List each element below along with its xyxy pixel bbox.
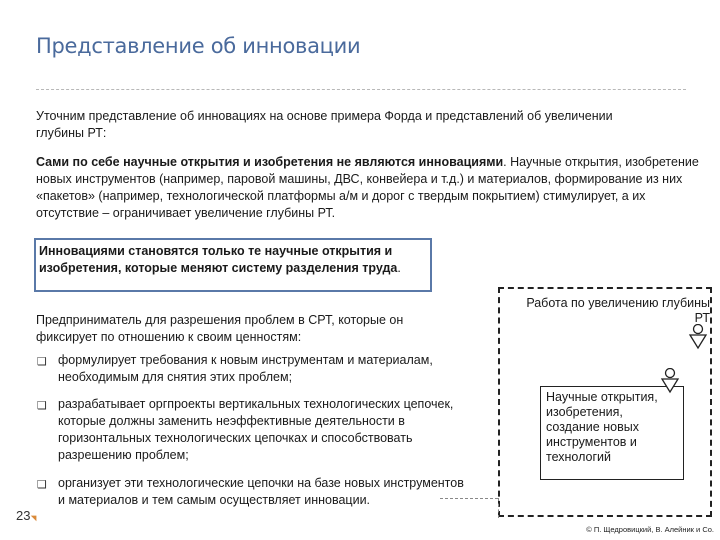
connector-line	[440, 498, 498, 499]
definition-callout	[34, 238, 432, 292]
list-item-text: разрабатывает оргпроекты вертикальных технологических цепочек, которые должны заменить неэффективные деятельности в горизонтальных технологических цепочках и способствовать разрешению проблем;	[58, 397, 454, 462]
definition-callout-end: .	[397, 261, 401, 275]
list-item	[36, 352, 466, 386]
checkbox-bullet-icon: ❑	[37, 355, 47, 368]
bullet-list	[36, 352, 466, 509]
page-number: 23	[16, 508, 31, 523]
intro-paragraph: Уточним представление об инновациях на основе примера Форда и представлений об увеличении глубины РТ:	[36, 109, 613, 140]
definition-callout-bold: Инновациями становятся только те научные открытия и изобретения, которые меняют систему разделения труда	[39, 244, 398, 275]
list-item	[36, 475, 466, 509]
list-item	[36, 396, 466, 464]
work-frame-title: Работа по увеличению глубины РТ	[526, 296, 710, 325]
slide-title: Представление об инновации	[36, 34, 361, 58]
innovation-paragraph	[36, 154, 701, 222]
circle-arrow-down-icon	[660, 368, 680, 394]
page-corner-mark	[31, 513, 39, 521]
science-box	[540, 386, 684, 480]
innovation-paragraph-rest: . Научные открытия, изобретение новых инструментов (например, паровой машины, ДВС, конвейера и т.д.) и материалов, формирование из них «пакетов» (например, технологической платформы а/м и дорог с твердым покрытием) стимулирует, а их отсутствие – ограничивает увеличение глубины РТ.	[36, 155, 699, 220]
innovation-paragraph-bold: Сами по себе научные открытия и изобретения не являются инновациями	[36, 155, 504, 169]
copyright-note: © П. Щедровицкий, В. Алейник и Co.	[586, 525, 714, 534]
entrepreneur-paragraph: Предприниматель для разрешения проблем в СРТ, которые он фиксирует по отношению к своим ценностям:	[36, 313, 404, 344]
checkbox-bullet-icon: ❑	[37, 478, 47, 491]
list-item-text: формулирует требования к новым инструментам и материалам, необходимым для снятия этих проблем;	[58, 353, 433, 384]
connector-line	[498, 498, 499, 518]
title-divider	[36, 89, 686, 90]
science-box-text: Научные открытия, изобретения, создание новых инструментов и технологий	[546, 390, 658, 464]
checkbox-bullet-icon: ❑	[37, 399, 47, 412]
list-item-text: организует эти технологические цепочки на базе новых инструментов и материалов и тем самым осуществляет инновации.	[58, 476, 464, 507]
circle-arrow-down-icon	[688, 324, 708, 350]
